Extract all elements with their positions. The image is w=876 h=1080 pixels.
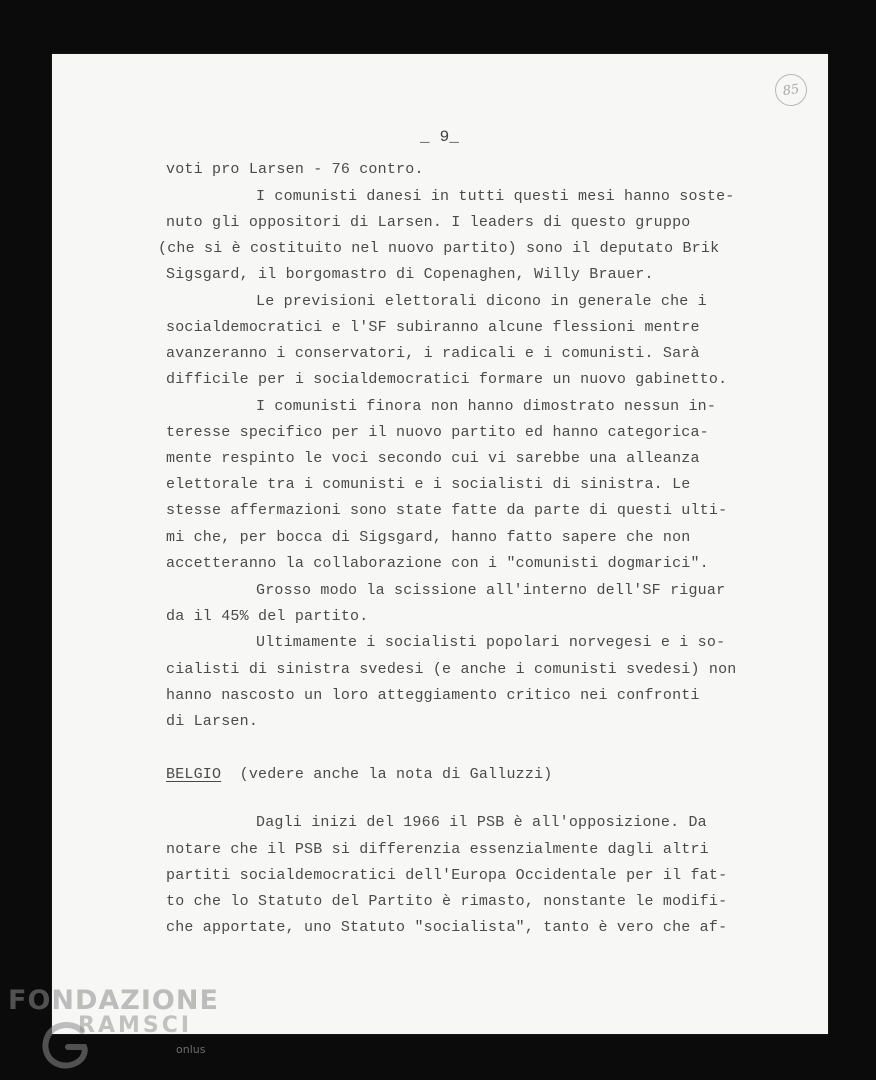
body-line: Ultimamente i socialisti popolari norvegesi e i so-	[256, 634, 726, 651]
body-line: di Larsen.	[166, 713, 259, 730]
section-note: (vedere anche la nota di Galluzzi)	[221, 766, 553, 783]
page-number: _ 9_	[420, 128, 460, 146]
watermark-line-1: FONDAZIONE	[8, 985, 219, 1016]
section-line: partiti socialdemocratici dell'Europa Occidentale per il fat-	[166, 867, 728, 884]
section-line: to che lo Statuto del Partito è rimasto, nonstante le modifi-	[166, 893, 728, 910]
body-line: nuto gli oppositori di Larsen. I leaders di questo gruppo	[166, 214, 691, 231]
section-line: che apportate, uno Statuto "socialista", tanto è vero che af-	[166, 919, 728, 936]
body-line: stesse affermazioni sono state fatte da parte di questi ulti-	[166, 502, 728, 519]
body-line: Le previsioni elettorali dicono in generale che i	[256, 293, 707, 310]
body-line: Sigsgard, il borgomastro di Copenaghen, Willy Brauer.	[166, 266, 654, 283]
body-line: mente respinto le voci secondo cui vi sarebbe una alleanza	[166, 450, 700, 467]
body-line: I comunisti finora non hanno dimostrato nessun in-	[256, 398, 717, 415]
section-line: notare che il PSB si differenzia essenzialmente dagli altri	[166, 841, 709, 858]
body-line: accetteranno la collaborazione con i "comunisti dogmarici".	[166, 555, 709, 572]
watermark-suffix: onlus	[176, 1043, 206, 1056]
body-line: mi che, per bocca di Sigsgard, hanno fatto sapere che non	[166, 529, 691, 546]
body-line: I comunisti danesi in tutti questi mesi hanno soste-	[256, 188, 735, 205]
section-line: Dagli inizi del 1966 il PSB è all'opposizione. Da	[256, 814, 707, 831]
body-line: elettorale tra i comunisti e i socialisti di sinistra. Le	[166, 476, 691, 493]
body-line: hanno nascosto un loro atteggiamento critico nei confronti	[166, 687, 700, 704]
body-line: da il 45% del partito.	[166, 608, 369, 625]
body-line: difficile per i socialdemocratici formare un nuovo gabinetto.	[166, 371, 728, 388]
body-line: voti pro Larsen - 76 contro.	[166, 161, 424, 178]
body-line: avanzeranno i conservatori, i radicali e i comunisti. Sarà	[166, 345, 700, 362]
section-heading	[166, 762, 552, 788]
body-line: Grosso modo la scissione all'interno dell'SF riguar	[256, 582, 726, 599]
section-title: BELGIO	[166, 766, 222, 783]
body-line: cialisti di sinistra svedesi (e anche i comunisti svedesi) non	[166, 661, 737, 678]
watermark-line-2: RAMSCI	[78, 1013, 193, 1038]
archive-page-stamp: 85	[773, 72, 809, 108]
body-line: (che si è costituito nel nuovo partito) sono il deputato Brik	[158, 240, 720, 257]
body-line: socialdemocratici e l'SF subiranno alcune flessioni mentre	[166, 319, 700, 336]
body-line: teresse specifico per il nuovo partito ed hanno categorica-	[166, 424, 709, 441]
